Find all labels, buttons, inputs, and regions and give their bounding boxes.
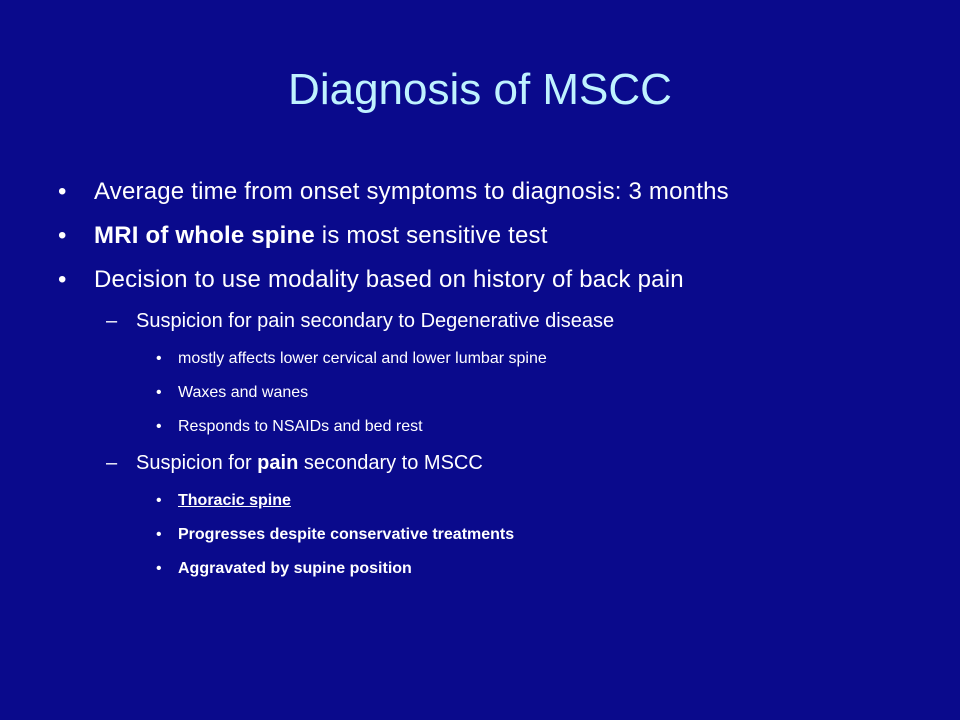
subbullet-mscc: [106, 450, 918, 476]
list-item-text: Waxes and wanes: [178, 384, 309, 401]
list-item-text: Progresses despite conservative treatments: [178, 526, 515, 543]
dash-marker: –: [106, 452, 118, 474]
bullet-marker: •: [156, 418, 162, 435]
bullet-decision: [58, 264, 918, 296]
bullet-marker: •: [156, 560, 162, 577]
bullet-marker: •: [156, 492, 162, 509]
slide-title: Diagnosis of MSCC: [288, 65, 672, 114]
bullet-average-time: [58, 176, 918, 208]
bullet-marker: •: [156, 526, 162, 543]
list-item: [156, 524, 918, 546]
bullet-text: Average time from onset symptoms to diagnosis: 3 months: [94, 178, 729, 205]
subbullet-degenerative: [106, 308, 918, 334]
bullet-text: is most sensitive test: [314, 222, 548, 249]
bullet-mri: [58, 220, 918, 252]
dash-marker: –: [106, 310, 118, 332]
list-item: [156, 490, 918, 512]
bullet-marker: •: [58, 178, 67, 205]
bullet-emphasis: MRI of whole spine: [94, 222, 315, 249]
subbullet-emphasis: pain: [257, 452, 299, 474]
bullet-marker: •: [156, 350, 162, 367]
bullet-marker: •: [58, 266, 67, 293]
list-item: [156, 382, 918, 404]
subbullet-text: secondary to MSCC: [298, 452, 483, 474]
subbullet-text: Suspicion for pain secondary to Degenerative disease: [136, 310, 615, 332]
list-item-text: Aggravated by supine position: [178, 560, 412, 577]
list-item-text: Responds to NSAIDs and bed rest: [178, 418, 423, 435]
bullet-marker: •: [156, 384, 162, 401]
list-item: [156, 416, 918, 438]
bullet-marker: •: [58, 222, 67, 249]
list-item-text: mostly affects lower cervical and lower lumbar spine: [178, 350, 547, 367]
slide-body: [58, 176, 918, 592]
list-item: [156, 348, 918, 370]
list-item-text: Thoracic spine: [178, 492, 291, 509]
subbullet-text: Suspicion for: [136, 452, 258, 474]
list-item: [156, 558, 918, 580]
bullet-text: Decision to use modality based on history of back pain: [94, 266, 684, 293]
